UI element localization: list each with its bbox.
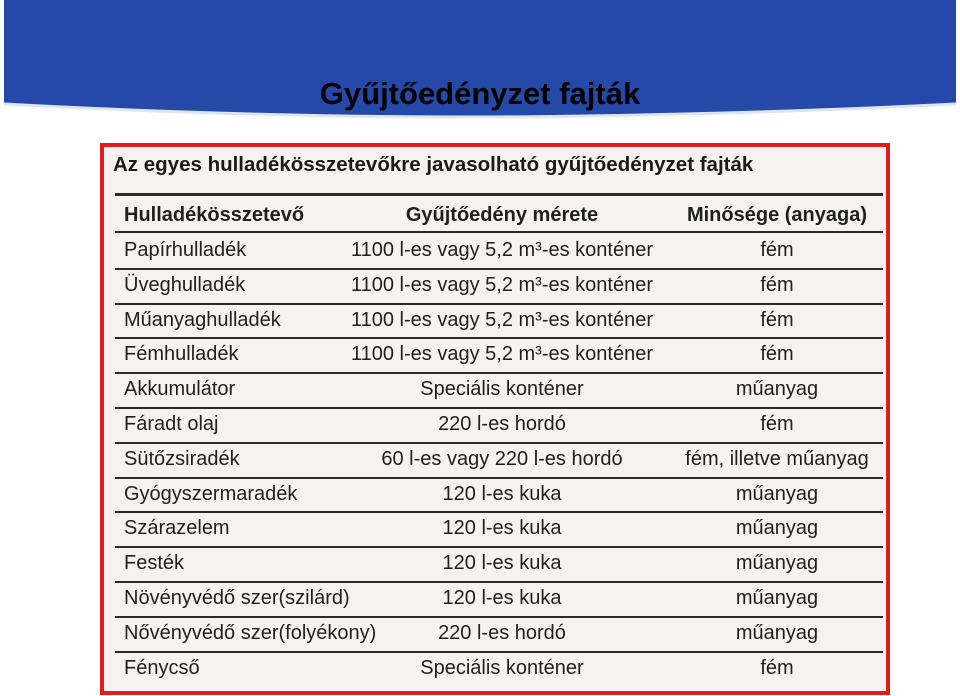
cell-container-size: 120 l-es kuka	[442, 552, 562, 575]
cell-material: fém	[760, 308, 794, 331]
cell-container-size: 120 l-es kuka	[442, 587, 562, 609]
header-component: Hulladékösszetevő	[124, 204, 305, 226]
table-row	[104, 652, 886, 687]
table-row	[104, 269, 886, 304]
table-row	[104, 338, 886, 373]
table-row	[104, 234, 886, 269]
cell-container-size: 220 l-es hordó	[438, 413, 566, 435]
cell-component: Szárazelem	[124, 517, 230, 540]
cell-component: Műanyaghulladék	[124, 308, 281, 331]
table-frame	[100, 143, 890, 695]
cell-component: Nővényvédő szer(folyékony)	[124, 621, 377, 644]
table-row	[104, 617, 886, 652]
cell-container-size: 1100 l-es vagy 5,2 m³-es konténer	[350, 343, 653, 366]
cell-container-size: 1100 l-es vagy 5,2 m³-es konténer	[350, 239, 653, 261]
header-banner	[0, 0, 960, 135]
cell-component: Fémhulladék	[124, 343, 239, 366]
cell-component: Festék	[124, 552, 185, 575]
cell-material: műanyag	[735, 482, 819, 505]
table-divider	[115, 193, 883, 196]
cell-component: Akkumulátor	[124, 378, 236, 401]
table-row	[104, 478, 886, 513]
cell-component: Üveghulladék	[124, 273, 246, 296]
table-row	[104, 582, 886, 617]
table-row	[104, 408, 886, 443]
cell-container-size: 1100 l-es vagy 5,2 m³-es konténer	[350, 308, 653, 331]
header-material: Minősége (anyaga)	[686, 204, 868, 226]
cell-container-size: 120 l-es kuka	[442, 482, 562, 505]
cell-container-size: Speciális konténer	[420, 378, 584, 401]
cell-component: Fénycső	[124, 656, 200, 679]
table-row	[104, 373, 886, 408]
table-row	[104, 304, 886, 339]
cell-component: Papírhulladék	[124, 239, 247, 261]
cell-material: fém, illetve műanyag	[685, 447, 869, 470]
cell-component: Sütőzsiradék	[124, 447, 240, 470]
cell-material: fém	[760, 343, 794, 366]
cell-component: Gyógyszermaradék	[124, 482, 298, 505]
cell-material: műanyag	[735, 552, 819, 575]
table-title: Az egyes hulladékösszetevőkre javasolható gyűjtőedényzet fajták	[113, 153, 754, 176]
cell-material: műanyag	[735, 587, 819, 609]
cell-material: fém	[760, 273, 794, 296]
table-row	[104, 512, 886, 547]
cell-material: fém	[760, 239, 794, 261]
cell-material: fém	[760, 656, 794, 679]
cell-container-size: 60 l-es vagy 220 l-es hordó	[381, 447, 623, 470]
table-header-row	[104, 199, 886, 234]
table-row	[104, 443, 886, 478]
cell-material: műanyag	[735, 621, 819, 644]
cell-container-size: 220 l-es hordó	[438, 621, 566, 644]
cell-material: műanyag	[735, 517, 819, 540]
cell-material: műanyag	[735, 378, 819, 401]
cell-container-size: Speciális konténer	[420, 656, 584, 679]
cell-component: Fáradt olaj	[124, 413, 219, 435]
slide-title: Gyűjtőedényzet fajták	[319, 76, 641, 111]
cell-container-size: 1100 l-es vagy 5,2 m³-es konténer	[350, 273, 653, 296]
cell-container-size: 120 l-es kuka	[442, 517, 562, 540]
table-row	[104, 547, 886, 582]
header-container-size: Gyűjtőedény mérete	[405, 204, 599, 226]
cell-material: fém	[760, 413, 794, 435]
cell-component: Növényvédő szer(szilárd)	[124, 587, 350, 609]
